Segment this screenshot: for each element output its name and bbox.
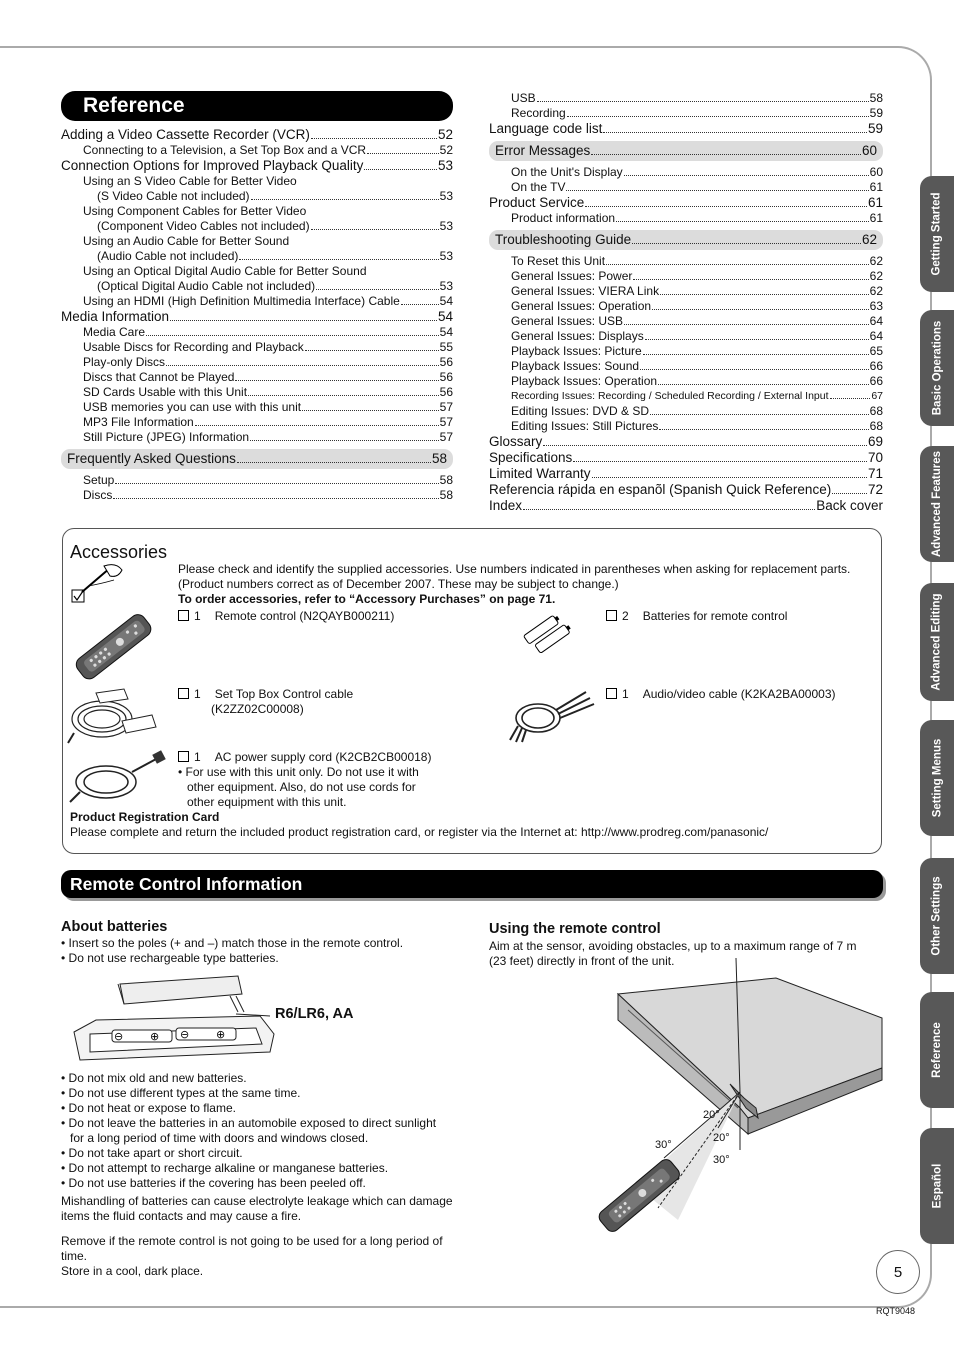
accessory-set-top-box-cable: 1 Set Top Box Control cable (K2ZZ02C00008) — [178, 687, 353, 717]
toc-entry-title: USB — [511, 91, 536, 105]
toc-leader — [235, 380, 438, 381]
toc-entry-title: Using an Audio Cable for Better Sound — [83, 234, 290, 248]
set-top-box-cable-icon — [66, 685, 162, 747]
toc-entry-page: Back cover — [816, 498, 883, 513]
toc-leader — [364, 169, 437, 170]
toc-entry — [61, 127, 453, 143]
toc-leader — [830, 398, 871, 399]
toc-entry — [61, 400, 453, 415]
toc-leader — [311, 138, 437, 139]
ac-cord-note: • For use with this unit only. Do not use it with other equipment. Also, do not use cords for other equipment with this unit. — [178, 765, 419, 809]
battery-warnings — [61, 1071, 453, 1191]
toc-entry — [489, 106, 883, 121]
toc-leader — [367, 153, 439, 154]
toc-entry-title: To Reset this Unit — [511, 254, 606, 268]
toc-entry-page: 58 — [439, 488, 453, 502]
toc-entry — [489, 344, 883, 359]
side-tab-label: Español — [931, 1163, 944, 1209]
toc-entry-title: USB memories you can use with this unit — [83, 400, 302, 414]
toc-entry-title: Product information — [511, 211, 616, 225]
toc-leader — [248, 395, 439, 396]
toc-entry — [61, 294, 453, 309]
accessories-title: Accessories — [70, 542, 168, 562]
toc-entry — [61, 385, 453, 400]
toc-entry — [489, 450, 883, 466]
side-tab-label: Basic Operations — [931, 320, 943, 416]
toc-entry-page: 68 — [869, 419, 883, 433]
side-tab-label: Advanced Editing — [931, 593, 943, 691]
toc-leader — [616, 221, 869, 222]
toc-leader — [305, 350, 439, 351]
svg-text:⊖: ⊖ — [114, 1030, 124, 1043]
toc-entry — [489, 329, 883, 344]
toc-leader — [146, 335, 439, 336]
toc-entry-title: (Component Video Cables not included) — [97, 219, 310, 233]
checklist-icon — [70, 562, 126, 606]
side-tab[interactable] — [920, 1128, 954, 1244]
toc-entry — [61, 234, 453, 249]
toc-leader — [603, 132, 867, 133]
toc-entry-title: Recording — [511, 106, 566, 120]
toc-leader — [523, 509, 815, 510]
toc-leader — [239, 259, 438, 260]
side-tab[interactable] — [920, 446, 954, 562]
toc-entry-title: Editing Issues: DVD & SD — [511, 404, 650, 418]
toc-entry — [489, 284, 883, 299]
toc-leader — [592, 477, 867, 478]
toc-entry — [489, 419, 883, 434]
toc-entry-page: 56 — [439, 385, 453, 399]
toc-entry-title: Play-only Discs — [83, 355, 166, 369]
toc-leader — [652, 309, 869, 310]
toc-entry — [61, 279, 453, 294]
side-tab-label: Reference — [931, 1022, 943, 1078]
toc-entry-page: 66 — [869, 374, 883, 388]
toc-entry-title: Index — [489, 498, 523, 513]
toc-entry-title: Setup — [83, 473, 115, 487]
toc-entry-page: 60 — [869, 165, 883, 179]
toc-entry — [489, 121, 883, 137]
toc-entry-page: 53 — [439, 279, 453, 293]
toc-entry-title: Using Component Cables for Better Video — [83, 204, 307, 218]
toc-leader — [251, 199, 439, 200]
toc-entry — [61, 158, 453, 174]
toc-entry-page: 61 — [869, 211, 883, 225]
toc-entry-title: General Issues: Power — [511, 269, 633, 283]
toc-entry-page: 58 — [431, 451, 447, 466]
accessory-ac-cord: 1 AC power supply cord (K2CB2CB00018) — [178, 750, 431, 765]
using-remote-heading: Using the remote control — [489, 921, 661, 937]
toc-entry — [61, 488, 453, 503]
toc-leader — [302, 410, 439, 411]
toc-entry — [489, 314, 883, 329]
toc-entry-page: 56 — [439, 355, 453, 369]
toc-entry-page: 62 — [869, 284, 883, 298]
remote-aiming-diagram — [598, 958, 888, 1248]
toc-entry-page: 57 — [439, 430, 453, 444]
toc-leader — [316, 289, 439, 290]
battery-type-label: R6/LR6, AA — [275, 1006, 354, 1022]
battery-warning-item: • Do not leave the batteries in an automobile exposed to direct sunlight for a long period of time with doors and windows closed. — [61, 1116, 453, 1146]
side-tab-label: Other Settings — [931, 876, 944, 956]
toc-entry — [61, 189, 453, 204]
toc-entry-title: Connection Options for Improved Playback Quality — [61, 158, 364, 173]
toc-leader — [632, 243, 861, 244]
toc-entry-title: Discs — [83, 488, 113, 502]
toc-entry-page: 53 — [439, 189, 453, 203]
battery-insert-notes: • Insert so the poles (+ and –) match those in the remote control. • Do not use rechargeable type batteries. — [61, 936, 461, 966]
toc-entry-page: 69 — [867, 434, 883, 449]
toc-leader — [311, 229, 439, 230]
svg-text:⊕: ⊕ — [150, 1030, 160, 1043]
toc-entry-title: Media Care — [83, 325, 146, 339]
toc-entry-page: 54 — [439, 294, 453, 308]
toc-entry — [489, 180, 883, 195]
toc-leader — [567, 116, 869, 117]
toc-leader — [633, 279, 868, 280]
toc-leader — [650, 414, 869, 415]
toc-entry — [489, 299, 883, 314]
angle-label-1: 20° — [703, 1109, 720, 1121]
battery-warning-item: • Do not use batteries if the covering has been peeled off. — [61, 1176, 453, 1191]
toc-leader — [237, 462, 431, 463]
toc-entry-page: 60 — [861, 143, 877, 158]
toc-entry-page: 57 — [439, 400, 453, 414]
toc-entry-title: On the Unit's Display — [511, 165, 623, 179]
toc-leader — [643, 354, 869, 355]
battery-warning-item: • Do not use different types at the same time. — [61, 1086, 453, 1101]
toc-entry-title: (Optical Digital Audio Cable not included) — [97, 279, 316, 293]
using-remote-text: Aim at the sensor, avoiding obstacles, up to a maximum range of 7 m (23 feet) directly in front of the unit. — [489, 939, 857, 968]
toc-entry-title: Error Messages — [495, 143, 591, 158]
toc-entry-page: 68 — [869, 404, 883, 418]
toc-entry-page: 59 — [869, 106, 883, 120]
toc-entry-title: Using an HDMI (High Definition Multimedia Interface) Cable — [83, 294, 400, 308]
toc-leader — [401, 304, 439, 305]
toc-entry-title: On the TV — [511, 180, 566, 194]
toc-leader — [537, 101, 869, 102]
toc-entry — [489, 359, 883, 374]
accessories-intro-2: (Product numbers correct as of December 2007. These may be subject to change.) — [178, 577, 619, 591]
toc-entry-page: 56 — [439, 370, 453, 384]
toc-entry — [61, 415, 453, 430]
toc-entry — [61, 430, 453, 445]
toc-entry-page: 62 — [861, 232, 877, 247]
toc-entry-title: Adding a Video Cassette Recorder (VCR) — [61, 127, 310, 142]
toc-entry-title: General Issues: USB — [511, 314, 624, 328]
side-tab[interactable] — [920, 583, 954, 701]
toc-entry-title: Still Picture (JPEG) Information — [83, 430, 250, 444]
toc-entry-title: Using an S Video Cable for Better Video — [83, 174, 297, 188]
svg-text:⊖: ⊖ — [180, 1028, 190, 1041]
toc-entry — [61, 174, 453, 189]
toc-entry-page: 53 — [439, 249, 453, 263]
page-number: 5 — [876, 1250, 920, 1294]
accessories-intro-1: Please check and identify the supplied accessories. Use numbers indicated in parentheses when asking for replacement parts. — [178, 562, 851, 576]
toc-entry — [61, 309, 453, 325]
toc-entry-title: Playback Issues: Picture — [511, 344, 642, 358]
toc-entry — [61, 370, 453, 385]
toc-entry-page: 61 — [867, 195, 883, 210]
toc-entry — [489, 466, 883, 482]
toc-entry — [61, 449, 453, 469]
store-note: Store in a cool, dark place. — [61, 1264, 204, 1278]
toc-leader — [591, 154, 861, 155]
ac-power-cord-icon — [66, 748, 170, 806]
toc-leader — [113, 498, 438, 499]
toc-leader — [606, 264, 869, 265]
toc-entry-page: 61 — [869, 180, 883, 194]
toc-entry — [489, 404, 883, 419]
toc-leader — [660, 294, 869, 295]
toc-entry — [61, 340, 453, 355]
toc-entry-title: Discs that Cannot be Played — [83, 370, 235, 384]
toc-leader — [170, 320, 437, 321]
toc-entry — [489, 482, 883, 498]
accessory-batteries: 2 Batteries for remote control — [606, 609, 787, 624]
toc-entry-title: Editing Issues: Still Pictures — [511, 419, 659, 433]
accessories-order-note: To order accessories, refer to “Accessory Purchases” on page 71. — [178, 592, 556, 606]
toc-entry-page: 54 — [439, 325, 453, 339]
toc-entry — [489, 165, 883, 180]
toc-entry-page: 65 — [869, 344, 883, 358]
toc-entry-title: General Issues: Displays — [511, 329, 644, 343]
toc-entry — [489, 141, 883, 161]
toc-leader — [624, 175, 869, 176]
toc-entry-page: 58 — [869, 91, 883, 105]
document-code: RQT9048 — [876, 1306, 916, 1316]
toc-entry — [61, 264, 453, 279]
toc-entry-page: 72 — [867, 482, 883, 497]
toc-entry-title: Playback Issues: Operation — [511, 374, 658, 388]
toc-entry — [61, 249, 453, 264]
product-registration-text: Please complete and return the included product registration card, or register via the Internet at: http://www.prodreg.com/panasonic/ — [70, 825, 769, 839]
toc-entry — [489, 230, 883, 250]
toc-entry-page: 64 — [869, 314, 883, 328]
toc-entry-page: 66 — [869, 359, 883, 373]
toc-entry-page: 62 — [869, 254, 883, 268]
toc-entry-page: 53 — [437, 158, 453, 173]
toc-entry-page: 59 — [867, 121, 883, 136]
toc-entry-page: 58 — [439, 473, 453, 487]
toc-leader — [585, 206, 867, 207]
product-registration-title: Product Registration Card — [70, 810, 220, 824]
battery-warning-item: • Do not mix old and new batteries. — [61, 1071, 453, 1086]
accessory-audio-video-cable: 1 Audio/video cable (K2KA2BA00003) — [606, 687, 835, 702]
toc-leader — [624, 324, 869, 325]
toc-entry-title: General Issues: VIERA Link — [511, 284, 660, 298]
toc-entry-title: Usable Discs for Recording and Playback — [83, 340, 304, 354]
toc-entry-title: MP3 File Information — [83, 415, 194, 429]
toc-entry-title: Frequently Asked Questions — [67, 451, 236, 466]
toc-entry-title: Product Service — [489, 195, 585, 210]
toc-entry-title: Referencia rápida en espanõl (Spanish Quick Reference) — [489, 482, 832, 497]
toc-entry-title: Media Information — [61, 309, 170, 324]
toc-entry-title: Specifications — [489, 450, 573, 465]
toc-entry-title: Language code list — [489, 121, 603, 136]
toc-right-column — [489, 91, 883, 514]
toc-entry-title: Playback Issues: Sound — [511, 359, 640, 373]
battery-warning-item: • Do not take apart or short circuit. — [61, 1146, 453, 1161]
about-batteries-heading: About batteries — [61, 919, 168, 935]
toc-leader — [250, 440, 439, 441]
toc-entry-title: (Audio Cable not included) — [97, 249, 239, 263]
toc-entry-page: 64 — [869, 329, 883, 343]
toc-entry-page: 54 — [437, 309, 453, 324]
toc-entry — [489, 498, 883, 514]
battery-warning-item: • Do not attempt to recharge alkaline or manganese batteries. — [61, 1161, 453, 1176]
battery-compartment-icon — [70, 974, 280, 1066]
battery-warning-item: • Do not heat or expose to flame. — [61, 1101, 453, 1116]
toc-entry — [489, 389, 883, 404]
remote-control-icon — [66, 608, 158, 688]
remove-note: Remove if the remote control is not going to be used for a long period of time. — [61, 1234, 443, 1263]
toc-leader — [645, 339, 869, 340]
accessory-remote: 1 Remote control (N2QAYB000211) — [178, 609, 394, 624]
toc-entry — [61, 473, 453, 488]
toc-entry — [61, 325, 453, 340]
toc-leader — [832, 493, 867, 494]
toc-entry — [489, 211, 883, 226]
side-tab[interactable] — [920, 992, 954, 1108]
toc-entry-title: General Issues: Operation — [511, 299, 652, 313]
toc-leader — [566, 190, 868, 191]
angle-label-2: 20° — [713, 1132, 730, 1144]
toc-entry — [489, 374, 883, 389]
toc-leader — [640, 369, 869, 370]
toc-entry — [489, 195, 883, 211]
toc-left-column — [61, 127, 453, 503]
toc-entry-page: 71 — [867, 466, 883, 481]
toc-leader — [658, 384, 869, 385]
toc-entry — [61, 143, 453, 158]
toc-entry-page: 57 — [439, 415, 453, 429]
toc-entry-page: 52 — [439, 143, 453, 157]
side-tab-label: Getting Started — [931, 192, 943, 276]
toc-entry-page: 62 — [869, 269, 883, 283]
side-tab-label: Setting Menus — [931, 738, 943, 818]
remote-info-title: Remote Control Information — [61, 870, 883, 898]
toc-entry — [61, 219, 453, 234]
toc-entry-page: 67 — [871, 390, 883, 402]
toc-entry — [489, 91, 883, 106]
toc-entry-title: Connecting to a Television, a Set Top Box and a VCR — [83, 143, 367, 157]
reference-title: Reference — [61, 91, 453, 121]
audio-video-cable-icon — [508, 682, 600, 744]
toc-entry-page: 52 — [437, 127, 453, 142]
side-tab[interactable] — [920, 858, 954, 974]
toc-entry — [61, 204, 453, 219]
side-tab[interactable] — [920, 310, 954, 426]
toc-leader — [115, 483, 438, 484]
toc-entry-title: Recording Issues: Recording / Scheduled Recording / External Input — [511, 390, 829, 402]
side-tab-label: Advanced Features — [931, 450, 944, 558]
toc-leader — [166, 365, 439, 366]
toc-entry-page: 63 — [869, 299, 883, 313]
side-tab[interactable] — [920, 176, 954, 292]
toc-entry-title: Using an Optical Digital Audio Cable for Better Sound — [83, 264, 367, 278]
mishandling-note: Mishandling of batteries can cause electrolyte leakage which can damage items the fluid contacts and may cause a fire. — [61, 1194, 453, 1223]
toc-leader — [195, 425, 439, 426]
toc-leader — [659, 429, 868, 430]
svg-text:⊕: ⊕ — [216, 1028, 226, 1041]
toc-entry-title: Troubleshooting Guide — [495, 232, 632, 247]
toc-entry — [489, 254, 883, 269]
toc-entry — [489, 434, 883, 450]
toc-entry-page: 53 — [439, 219, 453, 233]
toc-entry — [61, 355, 453, 370]
toc-entry-page: 70 — [867, 450, 883, 465]
toc-entry-title: SD Cards Usable with this Unit — [83, 385, 248, 399]
toc-leader — [543, 445, 867, 446]
angle-label-4: 30° — [713, 1154, 730, 1166]
side-tab[interactable] — [920, 720, 954, 836]
batteries-icon — [520, 610, 580, 654]
toc-entry-title: (S Video Cable not included) — [97, 189, 250, 203]
toc-leader — [573, 461, 867, 462]
toc-entry-page: 55 — [439, 340, 453, 354]
toc-entry-title: Limited Warranty — [489, 466, 591, 481]
angle-label-3: 30° — [655, 1139, 672, 1151]
toc-entry-title: Glossary — [489, 434, 543, 449]
toc-entry — [489, 269, 883, 284]
